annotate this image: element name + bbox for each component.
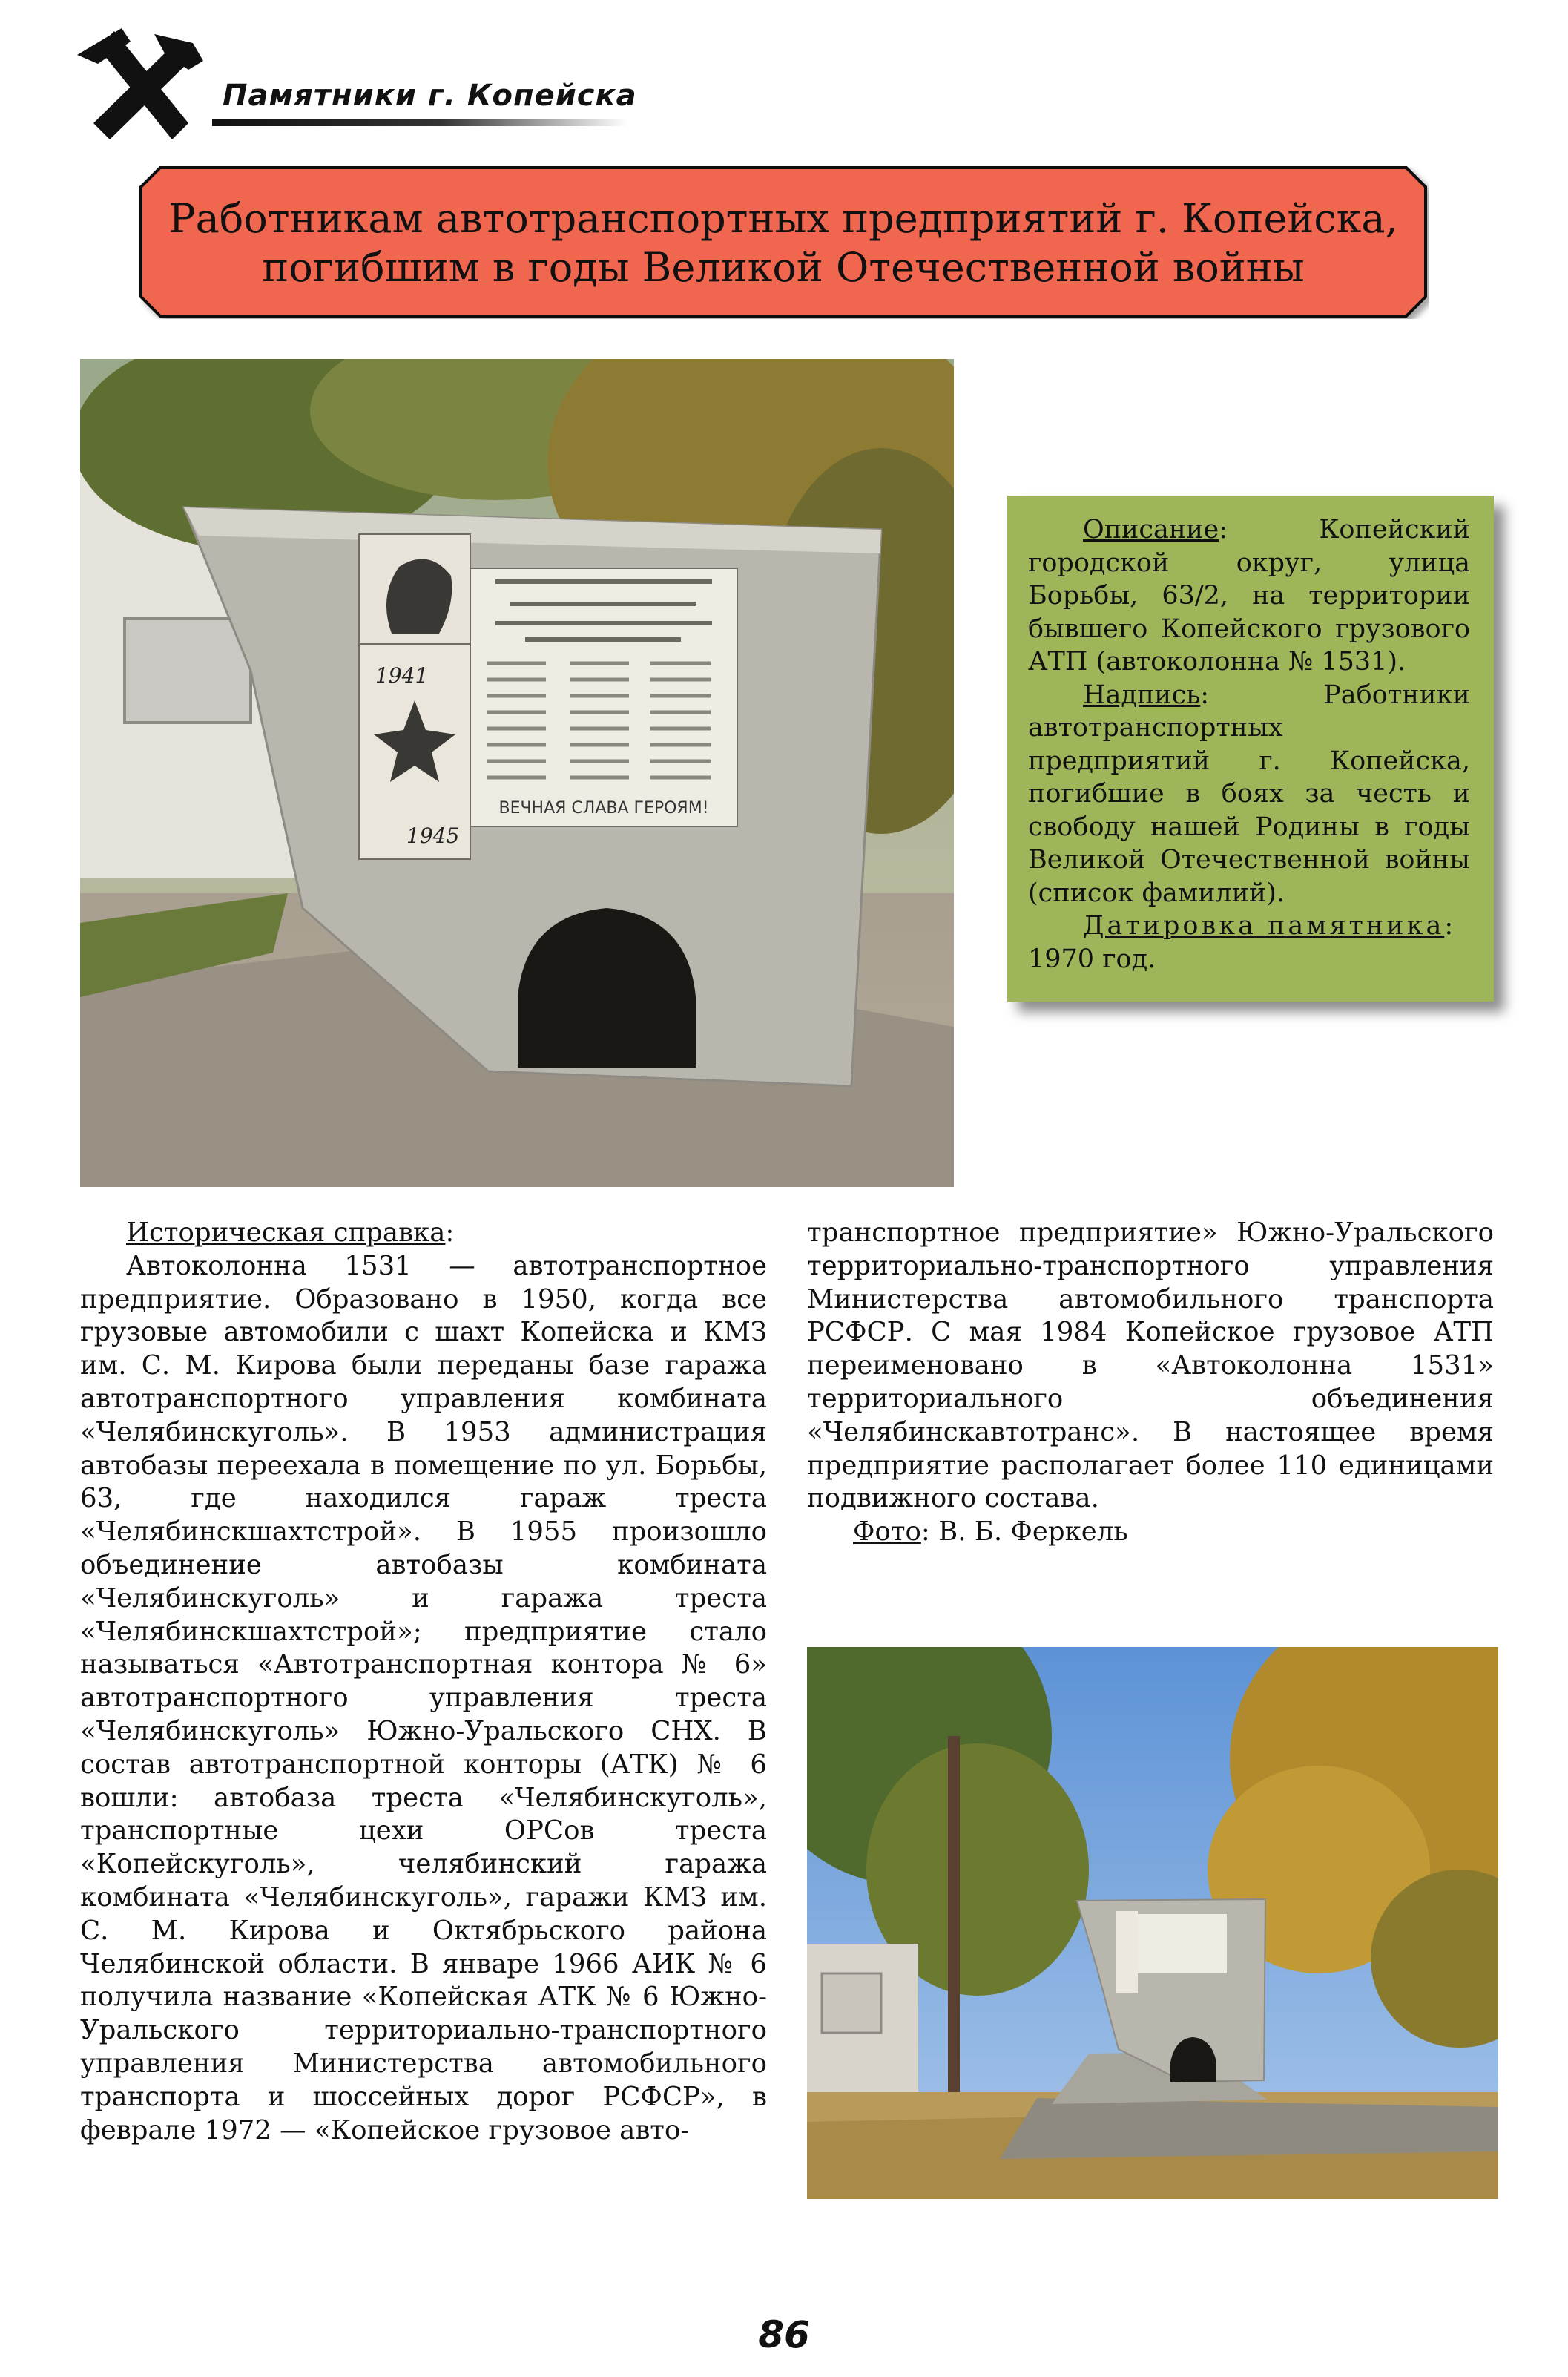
photo-credit-label: Фото <box>853 1516 921 1548</box>
history-text-left: Автоколонна 1531 — автотранспортное предприятие. Образовано в 1950, когда все грузовые автомобили с шахт Копейска и КМЗ им. С. М. Кирова были переданы базе гаража автотранспортного управления комбината «Челябинскуголь». В 1953 администрация автобазы переехала в помещение по ул. Борьбы, 63, где находился гараж треста «Челябинскшахтстрой». В 1955 произошло объединение автобазы комбината «Челябинскуголь» и гаража треста «Челябинскшахтстрой»; предприятие стало называться «Автотранспортная контора № 6» автотранспортного управления треста «Челябинскуголь» Южно-Уральского СНХ. В состав автотранспортной конторы (АТК) № 6 вошли: автобаза треста «Челябинскуголь», транспортные цехи ОРСов треста «Копейскуголь», челябинский гаража комбината «Челябинскуголь», гаражи КМЗ им. С. М. Кирова и Октябрьского района Челябинской области. В январе 1966 АИК № 6 получила название «Копейская АТК № 6 Южно-Уральского территориально-транспортного управления Министерства автомобильного транспорта и шоссейных дорог РСФСР», в феврале 1972 — «Копейское грузовое авто- <box>80 1250 767 2146</box>
monument-photo-closeup <box>80 359 954 1187</box>
title-line-1: Работникам автотранспортных предприятий г. Копейска, <box>168 195 1398 242</box>
dating-label: Датировка памятника <box>1083 911 1445 941</box>
section-title: Памятники г. Копейска <box>223 79 637 113</box>
plaque-year-start: 1941 <box>375 663 429 688</box>
history-text-right: транспортное предприятие» Южно-Уральского территориально-транспортного управления Министерства автомобильного транспорта РСФСР. С мая 1984 Копейское грузовое АТП переименовано в «Автоколонна 1531» территориального объединения «Челябинскавтотранс». В настоящее время предприятие располагает более 110 единицами подвижного состава. <box>807 1217 1494 1514</box>
crossed-hammers-logo-icon <box>77 21 208 151</box>
dating-value: 1970 год. <box>1028 944 1156 974</box>
history-column-right <box>807 1217 1494 1549</box>
header-rule <box>212 119 627 126</box>
description-label: Описание <box>1083 515 1219 545</box>
inscription-text: : Работники автотранспортных предприятий г. Копейска, погибшие в боях за честь и свободу нашей Родины в годы Великой Отечественной войны (список фамилий). <box>1028 680 1470 908</box>
history-column-left <box>80 1217 767 2147</box>
page-number: 86 <box>758 2313 810 2356</box>
history-heading-colon: : <box>445 1217 455 1248</box>
plaque-year-end: 1945 <box>406 823 460 848</box>
history-heading: Историческая справка <box>126 1217 446 1248</box>
title-banner <box>138 165 1429 319</box>
dating-colon: : <box>1444 911 1454 941</box>
plaque-motto: ВЕЧНАЯ СЛАВА ГЕРОЯМ! <box>498 799 709 818</box>
photo-credit-author: : В. Б. Феркель <box>920 1516 1128 1548</box>
inscription-label: Надпись <box>1083 680 1201 710</box>
monument-photo-wide <box>807 1647 1498 2199</box>
description-box <box>1007 496 1494 1002</box>
description-text: : Копейский городской округ, улица Борьбы, 63/2, на территории бывшего Копейского грузового АТП (автоколонна № 1531). <box>1028 515 1470 677</box>
title-line-2: погибшим в годы Великой Отечественной войны <box>262 244 1305 291</box>
